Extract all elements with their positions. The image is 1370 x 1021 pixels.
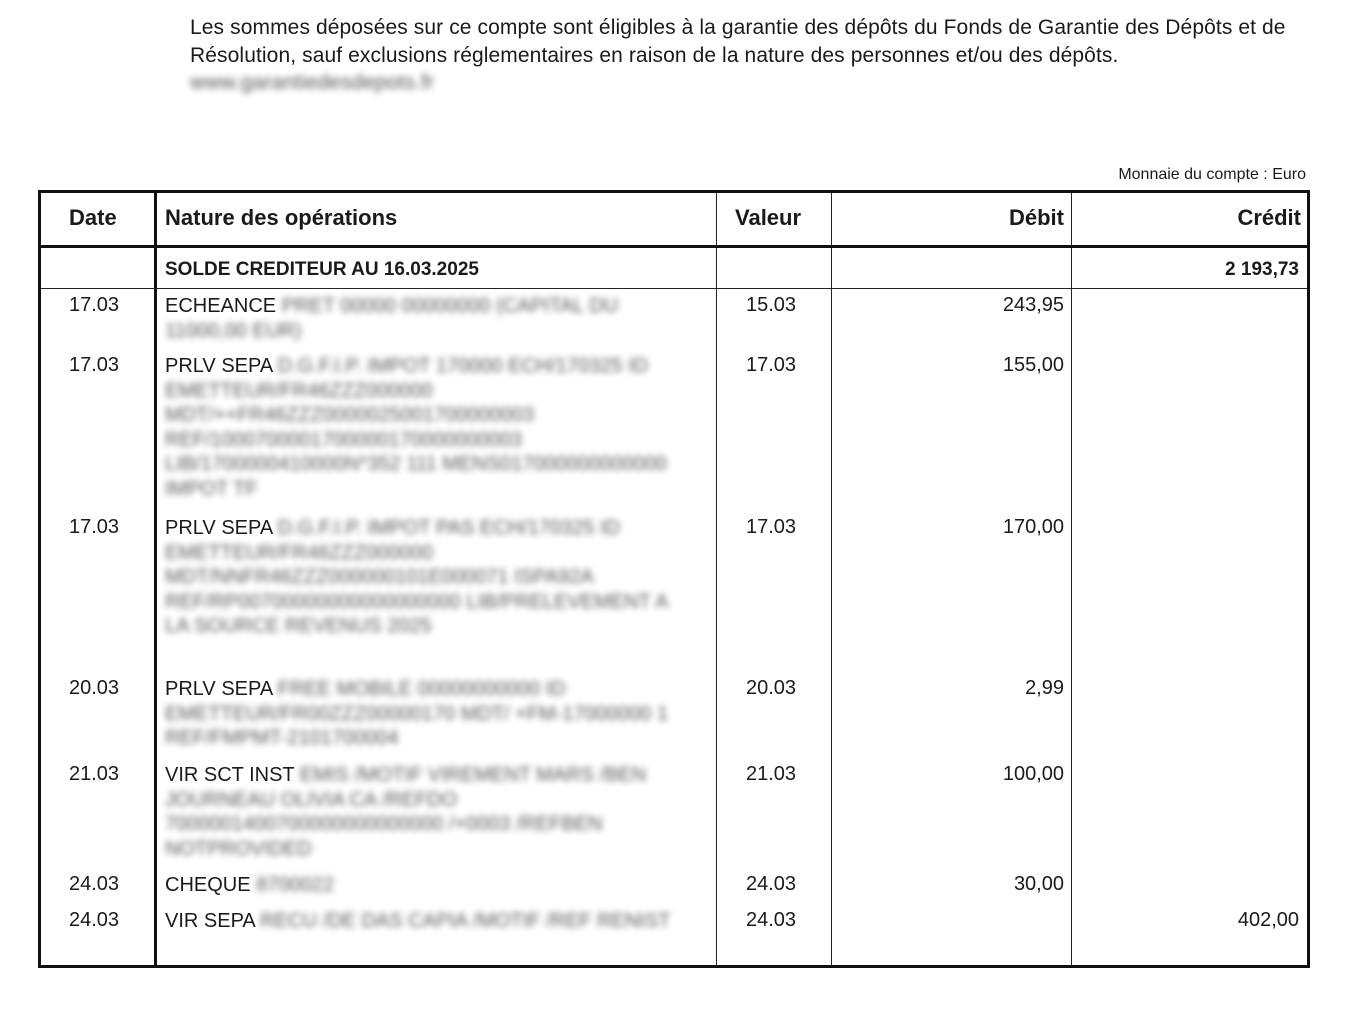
row-type: PRLV SEPA	[165, 517, 273, 539]
row-nature	[165, 677, 695, 751]
row-date: 24.03	[69, 873, 120, 895]
statement-table	[38, 190, 1310, 968]
notice-text: Les sommes déposées sur ce compte sont éligibles à la garantie des dépôts du Fonds de Garantie des Dépôts et de Résolution, sauf exclusions réglementaires en raison de la nature des personnes et/ou des dépôts.	[190, 16, 1286, 67]
header-valeur: Valeur	[735, 205, 802, 230]
row-detail: RECU /DE DAS CAPIA /MOTIF /REF RENIST	[260, 910, 671, 932]
row-detail: D.G.F.I.P. IMPOT 170000 ECH/170325 ID EMETTEUR/FR46ZZZ000000 MDT/++FR46ZZZ0000025001700000003 REF/1000700001700000170000000003 LIB/1700000410000N*352 111 MENS017000000000000 IMPOT TF	[165, 355, 667, 500]
row-date: 24.03	[69, 909, 120, 931]
guarantee-url[interactable]: www.garantiedesdepots.fr	[190, 71, 435, 94]
header-debit: Débit	[1009, 205, 1064, 230]
row-type: PRLV SEPA	[165, 678, 273, 700]
header-divider	[41, 245, 1307, 248]
row-date: 20.03	[69, 677, 120, 699]
row-valeur: 24.03	[746, 909, 797, 931]
row-detail: PRET 00000 00000000 (CAPITAL DU 11000,00 EUR)	[165, 295, 619, 342]
row-valeur: 20.03	[746, 677, 797, 699]
row-type: VIR SCT INST	[165, 764, 295, 786]
row-credit: 402,00	[1237, 909, 1299, 931]
header-nature: Nature des opérations	[165, 205, 398, 230]
header-date: Date	[69, 205, 117, 230]
row-date: 17.03	[69, 354, 120, 376]
header-credit: Crédit	[1237, 205, 1301, 230]
currency-note: Monnaie du compte : Euro	[1118, 166, 1306, 183]
row-detail: D.G.F.I.P. IMPOT PAS ECH/170325 ID EMETTEUR/FR46ZZZ000000 MDT/NNFR46ZZZ000000101E000071 ISPA92A REF/RP00700000000000000000 LIB/PRELEVEMENT A LA SOURCE REVENUS 2025	[165, 517, 668, 637]
column-divider	[716, 193, 717, 965]
row-valeur: 15.03	[746, 294, 797, 316]
row-type: PRLV SEPA	[165, 355, 273, 377]
column-divider	[831, 193, 832, 965]
deposit-guarantee-notice	[190, 14, 1310, 97]
opening-balance-amount: 2 193,73	[1225, 259, 1299, 280]
column-divider	[154, 193, 157, 965]
column-divider	[1071, 193, 1072, 965]
row-valeur: 24.03	[746, 873, 797, 895]
row-valeur: 21.03	[746, 763, 797, 785]
row-date: 17.03	[69, 294, 120, 316]
row-nature	[165, 354, 695, 501]
row-debit: 243,95	[1002, 294, 1064, 316]
row-date: 17.03	[69, 516, 120, 538]
row-detail: 8700022	[256, 874, 335, 896]
row-debit: 170,00	[1002, 516, 1064, 538]
row-valeur: 17.03	[746, 516, 797, 538]
row-type: VIR SEPA	[165, 910, 255, 932]
row-nature	[165, 516, 695, 639]
row-nature	[165, 763, 695, 861]
row-debit: 155,00	[1002, 354, 1064, 376]
row-valeur: 17.03	[746, 354, 797, 376]
opening-balance-label: SOLDE CREDITEUR AU 16.03.2025	[165, 259, 479, 280]
row-nature	[165, 909, 695, 934]
row-nature	[165, 294, 695, 343]
solde-divider	[41, 288, 1307, 289]
row-date: 21.03	[69, 763, 120, 785]
row-debit: 2,99	[1025, 677, 1064, 699]
row-type: CHEQUE	[165, 874, 251, 896]
row-debit: 100,00	[1002, 763, 1064, 785]
row-detail: FREE MOBILE 00000000000 ID EMETTEUR/FR00ZZZ00000170 MDT/ +FM-17000000 1 REF/FMPMT-2101700004	[165, 678, 668, 749]
row-type: ECHEANCE	[165, 295, 277, 317]
row-nature	[165, 873, 695, 898]
row-debit: 30,00	[1013, 873, 1064, 895]
row-detail: EMIS /MOTIF VIREMENT MARS /BEN JOURNEAU OLIVIA CA /REFDO 7000001400700000000000000 /+0003 /REFBEN NOTPROVIDED	[165, 764, 647, 860]
